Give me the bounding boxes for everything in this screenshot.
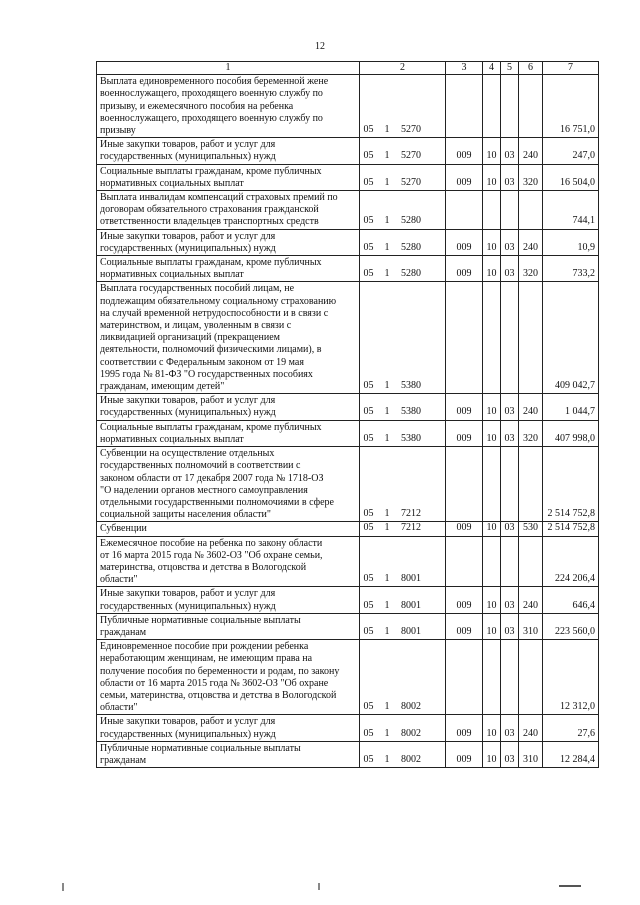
amount: 247,0 <box>543 138 599 164</box>
ministry-code: 009 <box>446 229 483 255</box>
description-line: подлежащим обязательному социальному страхованию <box>100 295 337 307</box>
code-program: 05 <box>363 701 374 713</box>
description-line: Выплата инвалидам компенсаций страховых премий по <box>100 192 338 204</box>
table-row <box>97 420 599 446</box>
description-line: государственных полномочий в соответствии с <box>100 460 301 472</box>
subsection-code <box>501 536 519 587</box>
subsection-code <box>501 447 519 522</box>
code-subprogram: 1 <box>384 753 390 765</box>
amount: 2 514 752,8 <box>543 447 599 522</box>
code-direction: 5270 <box>401 124 421 136</box>
section-code: 10 <box>483 522 501 536</box>
amount: 1 044,7 <box>543 394 599 420</box>
subsection-code <box>501 640 519 715</box>
code-program: 05 <box>363 573 374 585</box>
description-line: неработающим женщинам, не имеющим права на <box>100 653 313 665</box>
code-direction: 5380 <box>401 380 421 392</box>
description-line: призыву <box>100 125 136 137</box>
expense-type-code: 240 <box>519 587 543 613</box>
ministry-code: 009 <box>446 164 483 190</box>
amount: 646,4 <box>543 587 599 613</box>
description-line: "О наделении органов местного самоуправления <box>100 484 308 496</box>
ministry-code: 009 <box>446 715 483 741</box>
expense-type-code: 310 <box>519 613 543 639</box>
ministry-code: 009 <box>446 522 483 536</box>
row-description <box>97 741 360 767</box>
program-code <box>360 715 446 741</box>
subsection-code: 03 <box>501 138 519 164</box>
code-program: 05 <box>363 124 374 136</box>
column-header-row <box>97 62 599 75</box>
code-subprogram: 1 <box>384 727 390 739</box>
code-subprogram: 1 <box>384 124 390 136</box>
subsection-code: 03 <box>501 164 519 190</box>
table-row <box>97 447 599 522</box>
ministry-code: 009 <box>446 138 483 164</box>
program-code <box>360 75 446 138</box>
description-line: Иные закупки товаров, работ и услуг для <box>100 230 276 242</box>
table-row <box>97 282 599 394</box>
ministry-code <box>446 191 483 230</box>
description-line: государственных (муниципальных) нужд <box>100 728 276 740</box>
description-line: государственных (муниципальных) нужд <box>100 242 276 254</box>
scan-mark <box>62 883 64 891</box>
description-line: гражданам <box>100 754 147 766</box>
code-direction: 5380 <box>401 432 421 444</box>
table-row <box>97 138 599 164</box>
expense-type-code <box>519 282 543 394</box>
code-direction: 7212 <box>401 508 421 520</box>
description-line: 1995 года № 81-ФЗ "О государственных пособиях <box>100 368 313 380</box>
amount: 2 514 752,8 <box>543 522 599 536</box>
table-row <box>97 640 599 715</box>
ministry-code: 009 <box>446 256 483 282</box>
section-code: 10 <box>483 256 501 282</box>
ministry-code <box>446 75 483 138</box>
expense-type-code: 320 <box>519 164 543 190</box>
code-program: 05 <box>363 753 374 765</box>
code-direction: 8001 <box>401 625 421 637</box>
amount: 12 284,4 <box>543 741 599 767</box>
section-code: 10 <box>483 394 501 420</box>
program-code <box>360 164 446 190</box>
code-program: 05 <box>363 522 374 534</box>
code-subprogram: 1 <box>384 625 390 637</box>
section-code: 10 <box>483 613 501 639</box>
code-subprogram: 1 <box>384 268 390 280</box>
section-code: 10 <box>483 164 501 190</box>
ministry-code: 009 <box>446 394 483 420</box>
expense-type-code <box>519 75 543 138</box>
row-description <box>97 522 360 536</box>
expense-type-code: 320 <box>519 420 543 446</box>
description-line: области" <box>100 702 138 714</box>
amount: 733,2 <box>543 256 599 282</box>
description-line: нормативных социальных выплат <box>100 177 244 189</box>
section-code <box>483 191 501 230</box>
row-description <box>97 256 360 282</box>
code-program: 05 <box>363 241 374 253</box>
row-description <box>97 613 360 639</box>
row-description <box>97 282 360 394</box>
code-direction: 7212 <box>401 522 421 534</box>
row-description <box>97 191 360 230</box>
page-number: 12 <box>315 41 325 52</box>
description-line: Иные закупки товаров, работ и услуг для <box>100 716 276 728</box>
code-subprogram: 1 <box>384 215 390 227</box>
code-subprogram: 1 <box>384 522 390 534</box>
description-line: материнством, и лицам, уволенным в связи с <box>100 320 292 332</box>
subsection-code <box>501 282 519 394</box>
description-line: Социальные выплаты гражданам, кроме публичных <box>100 257 322 269</box>
description-line: на случай временной нетрудоспособности и в связи с <box>100 307 329 319</box>
expense-type-code: 240 <box>519 715 543 741</box>
code-direction: 8002 <box>401 753 421 765</box>
code-direction: 8002 <box>401 727 421 739</box>
code-program: 05 <box>363 176 374 188</box>
section-code: 10 <box>483 587 501 613</box>
description-line: нормативных социальных выплат <box>100 269 244 281</box>
table-row <box>97 715 599 741</box>
description-line: от 16 марта 2015 года № 3602-ОЗ "Об охране семьи, <box>100 549 323 561</box>
description-line: семьи, материнства, отцовства и детства в Вологодской <box>100 689 337 701</box>
row-description <box>97 715 360 741</box>
table-row <box>97 522 599 536</box>
section-code <box>483 282 501 394</box>
expense-type-code: 240 <box>519 394 543 420</box>
code-subprogram: 1 <box>384 599 390 611</box>
amount: 223 560,0 <box>543 613 599 639</box>
description-line: Социальные выплаты гражданам, кроме публичных <box>100 165 322 177</box>
program-code <box>360 138 446 164</box>
column-header: 4 <box>483 62 501 75</box>
code-direction: 5380 <box>401 406 421 418</box>
expense-type-code <box>519 640 543 715</box>
code-direction: 5280 <box>401 215 421 227</box>
budget-table <box>96 61 599 768</box>
program-code <box>360 394 446 420</box>
table-row <box>97 75 599 138</box>
description-line: призыву, и ежемесячного пособия на ребенка <box>100 100 294 112</box>
code-program: 05 <box>363 215 374 227</box>
program-code <box>360 613 446 639</box>
row-description <box>97 420 360 446</box>
subsection-code: 03 <box>501 229 519 255</box>
code-direction: 5270 <box>401 150 421 162</box>
table-row <box>97 587 599 613</box>
description-line: области от 16 марта 2015 года № 3602-ОЗ "Об охране <box>100 677 329 689</box>
code-subprogram: 1 <box>384 406 390 418</box>
description-line: Иные закупки товаров, работ и услуг для <box>100 139 276 151</box>
expense-type-code: 530 <box>519 522 543 536</box>
expense-type-code <box>519 447 543 522</box>
column-header: 5 <box>501 62 519 75</box>
program-code <box>360 420 446 446</box>
subsection-code: 03 <box>501 587 519 613</box>
ministry-code <box>446 640 483 715</box>
subsection-code <box>501 75 519 138</box>
subsection-code: 03 <box>501 741 519 767</box>
section-code: 10 <box>483 420 501 446</box>
subsection-code: 03 <box>501 394 519 420</box>
program-code <box>360 229 446 255</box>
row-description <box>97 587 360 613</box>
row-description <box>97 394 360 420</box>
code-subprogram: 1 <box>384 701 390 713</box>
subsection-code: 03 <box>501 256 519 282</box>
code-direction: 8002 <box>401 701 421 713</box>
code-program: 05 <box>363 599 374 611</box>
section-code: 10 <box>483 138 501 164</box>
program-code <box>360 282 446 394</box>
code-program: 05 <box>363 432 374 444</box>
row-description <box>97 164 360 190</box>
section-code: 10 <box>483 741 501 767</box>
description-line: Иные закупки товаров, работ и услуг для <box>100 588 276 600</box>
code-subprogram: 1 <box>384 432 390 444</box>
code-program: 05 <box>363 380 374 392</box>
subsection-code: 03 <box>501 715 519 741</box>
table-row <box>97 536 599 587</box>
row-description <box>97 536 360 587</box>
code-subprogram: 1 <box>384 380 390 392</box>
description-line: отдельными государственными полномочиями в сфере <box>100 496 334 508</box>
section-code <box>483 640 501 715</box>
description-line: Ежемесячное пособие на ребенка по закону области <box>100 537 323 549</box>
description-line: материнства, отцовства и детства в Вологодской <box>100 561 307 573</box>
amount: 27,6 <box>543 715 599 741</box>
ministry-code <box>446 447 483 522</box>
section-code <box>483 75 501 138</box>
amount: 16 751,0 <box>543 75 599 138</box>
description-line: ликвидацией организаций (прекращением <box>100 332 281 344</box>
expense-type-code: 320 <box>519 256 543 282</box>
description-line: государственных (муниципальных) нужд <box>100 151 276 163</box>
description-line: Субвенции на осуществление отдельных <box>100 448 275 460</box>
column-header: 3 <box>446 62 483 75</box>
description-line: деятельности, полномочий физическими лицами), в <box>100 344 322 356</box>
amount: 407 998,0 <box>543 420 599 446</box>
amount: 409 042,7 <box>543 282 599 394</box>
code-program: 05 <box>363 268 374 280</box>
program-code <box>360 191 446 230</box>
code-program: 05 <box>363 625 374 637</box>
table-row <box>97 613 599 639</box>
column-header: 2 <box>360 62 446 75</box>
amount: 10,9 <box>543 229 599 255</box>
code-program: 05 <box>363 406 374 418</box>
code-subprogram: 1 <box>384 176 390 188</box>
subsection-code: 03 <box>501 420 519 446</box>
description-line: Субвенции <box>100 523 147 535</box>
code-subprogram: 1 <box>384 508 390 520</box>
code-direction: 8001 <box>401 599 421 611</box>
code-program: 05 <box>363 508 374 520</box>
scan-mark <box>318 883 320 890</box>
program-code <box>360 447 446 522</box>
description-line: Выплата единовременного пособия беременной жене <box>100 76 329 88</box>
table-row <box>97 229 599 255</box>
column-header: 6 <box>519 62 543 75</box>
description-line: военнослужащего, проходящего военную службу по <box>100 112 323 124</box>
section-code <box>483 536 501 587</box>
subsection-code <box>501 191 519 230</box>
amount: 744,1 <box>543 191 599 230</box>
table-row <box>97 164 599 190</box>
description-line: ответственности владельцев транспортных средств <box>100 216 319 228</box>
description-line: социальной защиты населения области" <box>100 509 271 521</box>
description-line: гражданам, имеющим детей" <box>100 381 225 393</box>
subsection-code: 03 <box>501 613 519 639</box>
expense-type-code <box>519 191 543 230</box>
code-direction: 5280 <box>401 268 421 280</box>
description-line: военнослужащего, проходящего военную службу по <box>100 88 323 100</box>
description-line: государственных (муниципальных) нужд <box>100 407 276 419</box>
table-row <box>97 256 599 282</box>
description-line: гражданам <box>100 626 147 638</box>
expense-type-code: 310 <box>519 741 543 767</box>
program-code <box>360 536 446 587</box>
expense-type-code: 240 <box>519 229 543 255</box>
description-line: соответствии с Федеральным законом от 19 мая <box>100 356 304 368</box>
expense-type-code <box>519 536 543 587</box>
description-line: законом области от 17 декабря 2007 года № 1718-ОЗ <box>100 472 324 484</box>
code-program: 05 <box>363 150 374 162</box>
description-line: Выплата государственных пособий лицам, не <box>100 283 295 295</box>
ministry-code: 009 <box>446 587 483 613</box>
code-subprogram: 1 <box>384 573 390 585</box>
description-line: нормативных социальных выплат <box>100 433 244 445</box>
ministry-code <box>446 536 483 587</box>
code-direction: 8001 <box>401 573 421 585</box>
program-code <box>360 587 446 613</box>
section-code: 10 <box>483 229 501 255</box>
table-row <box>97 394 599 420</box>
row-description <box>97 138 360 164</box>
section-code <box>483 447 501 522</box>
description-line: получение пособия по беременности и родам, по закону <box>100 665 340 677</box>
row-description <box>97 640 360 715</box>
code-program: 05 <box>363 727 374 739</box>
description-line: государственных (муниципальных) нужд <box>100 600 276 612</box>
description-line: Иные закупки товаров, работ и услуг для <box>100 395 276 407</box>
program-code <box>360 741 446 767</box>
ministry-code <box>446 282 483 394</box>
section-code: 10 <box>483 715 501 741</box>
code-subprogram: 1 <box>384 241 390 253</box>
description-line: Единовременное пособие при рождении ребенка <box>100 641 309 653</box>
column-header: 7 <box>543 62 599 75</box>
row-description <box>97 229 360 255</box>
description-line: Социальные выплаты гражданам, кроме публичных <box>100 421 322 433</box>
description-line: Публичные нормативные социальные выплаты <box>100 614 301 626</box>
scan-mark <box>559 885 581 887</box>
ministry-code: 009 <box>446 613 483 639</box>
code-direction: 5280 <box>401 241 421 253</box>
amount: 224 206,4 <box>543 536 599 587</box>
program-code <box>360 256 446 282</box>
ministry-code: 009 <box>446 420 483 446</box>
expense-type-code: 240 <box>519 138 543 164</box>
description-line: области" <box>100 574 138 586</box>
description-line: договорам обязательного страхования гражданской <box>100 204 319 216</box>
code-subprogram: 1 <box>384 150 390 162</box>
subsection-code: 03 <box>501 522 519 536</box>
column-header: 1 <box>97 62 360 75</box>
table-row <box>97 741 599 767</box>
table-row <box>97 191 599 230</box>
program-code <box>360 522 446 536</box>
row-description <box>97 75 360 138</box>
description-line: Публичные нормативные социальные выплаты <box>100 742 301 754</box>
ministry-code: 009 <box>446 741 483 767</box>
amount: 12 312,0 <box>543 640 599 715</box>
amount: 16 504,0 <box>543 164 599 190</box>
code-direction: 5270 <box>401 176 421 188</box>
program-code <box>360 640 446 715</box>
row-description <box>97 447 360 522</box>
